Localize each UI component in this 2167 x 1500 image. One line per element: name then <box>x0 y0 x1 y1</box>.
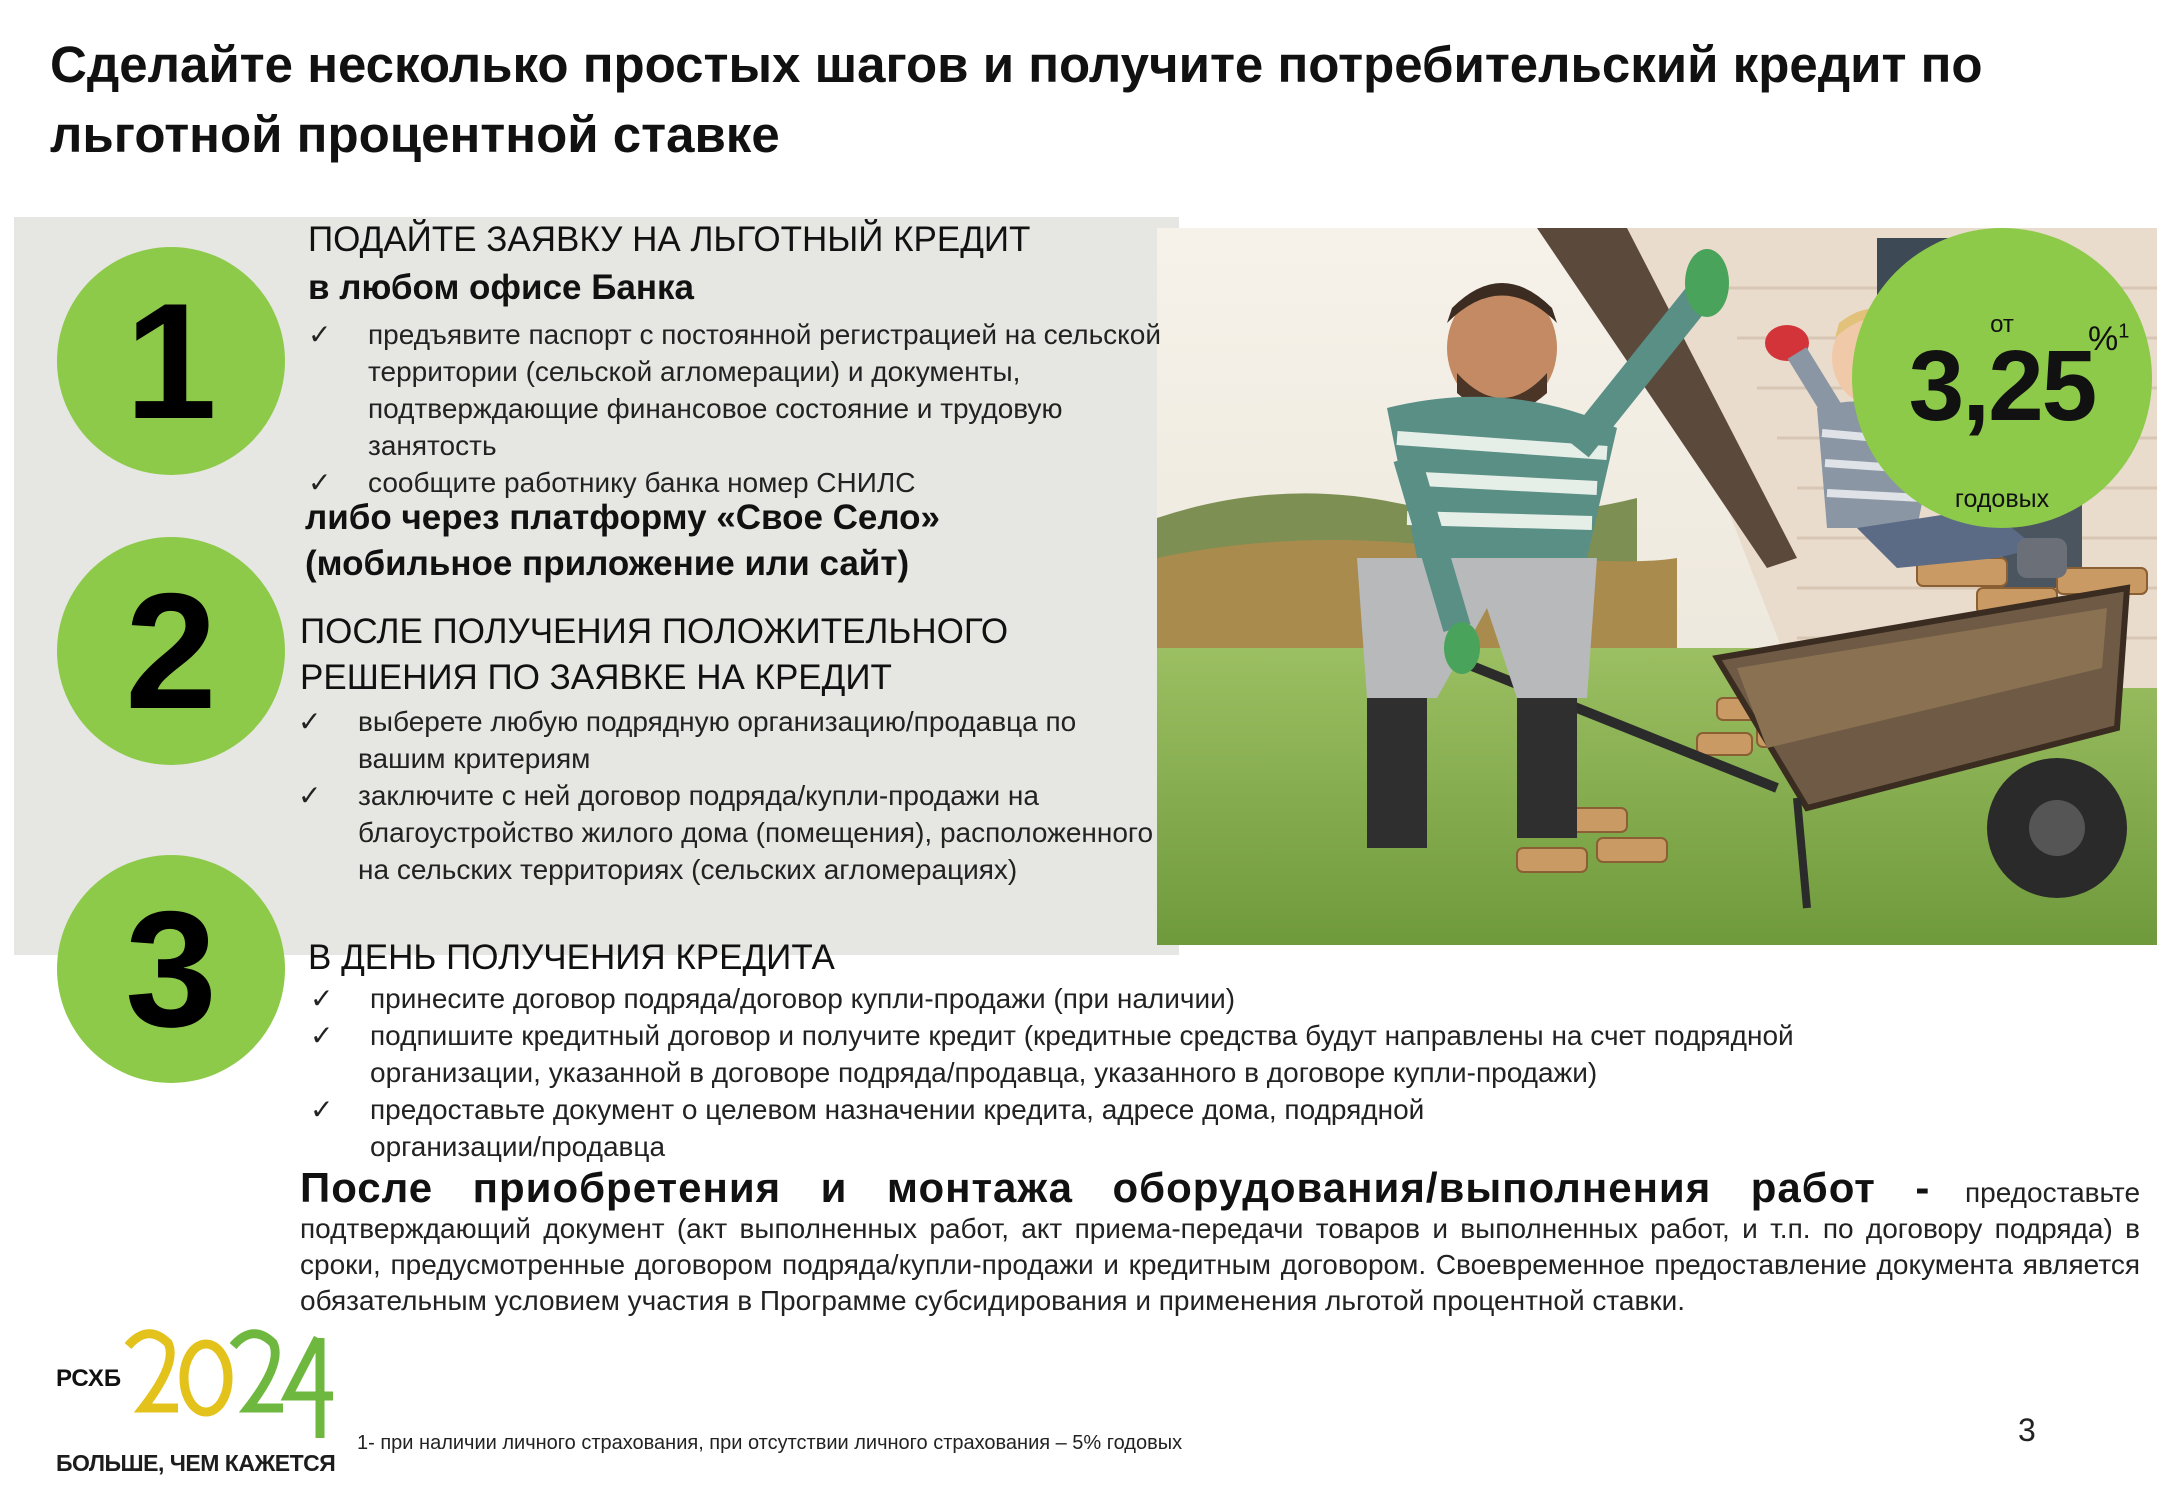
footnote: 1- при наличии личного страхования, при отсутствии личного страхования – 5% годовых <box>357 1432 1183 1454</box>
checkmark-icon: ✓ <box>298 780 322 811</box>
step-2-heading-line2: РЕШЕНИЯ ПО ЗАЯВКЕ НА КРЕДИТ <box>300 658 892 697</box>
rate-percent-sign: %$^1$ <box>2088 320 2130 358</box>
checkmark-icon: ✓ <box>310 1094 334 1125</box>
list-item: ✓ заключите с ней договор подряда/купли-продажи на благоустройство жилого дома (помещения), расположенного на сельских территориях (сельских агломерациях) <box>298 777 1168 888</box>
logo-brand: РСХБ <box>56 1365 122 1392</box>
after-purchase-text: предоставьте подтверждающий документ (акт выполненных работ, акт приема-передачи товаров и выполненных работ, и т.п. по договору подряда) в сроки, предусмотренные договором подряда/купли-продажи и кредитным договором. Своевременное предоставление документа является обязательным условием участия в Программе субсидирования и применения льготой процентной ставки. <box>300 1177 2141 1316</box>
step-2-number: 2 <box>57 537 285 765</box>
page-title: Сделайте несколько простых шагов и получите потребительский кредит по льготной процентной ставке <box>50 36 1983 163</box>
list-item: ✓ сообщите работнику банка номер СНИЛС <box>308 464 1168 501</box>
checkmark-icon: ✓ <box>310 1020 334 1051</box>
step-1-bullets <box>308 316 1168 501</box>
rshb-2024-logo <box>48 1318 338 1488</box>
rate-value: 3,25 <box>1908 330 2096 442</box>
checkmark-icon: ✓ <box>308 319 332 350</box>
list-item: ✓ предоставьте документ о целевом назначении кредита, адресе дома, подрядной организации/продавца <box>310 1091 1470 1165</box>
step-3-heading: В ДЕНЬ ПОЛУЧЕНИЯ КРЕДИТА <box>308 938 835 977</box>
step-1-heading: ПОДАЙТЕ ЗАЯВКУ НА ЛЬГОТНЫЙ КРЕДИТ <box>308 220 1031 259</box>
list-item: ✓ выберете любую подрядную организацию/продавца по вашим критериям <box>298 703 1168 777</box>
step-2-heading-line1: ПОСЛЕ ПОЛУЧЕНИЯ ПОЛОЖИТЕЛЬНОГО <box>300 612 1009 651</box>
checkmark-icon: ✓ <box>310 983 334 1014</box>
step-1-number: 1 <box>57 247 285 475</box>
logo-slogan: БОЛЬШЕ, ЧЕМ КАЖЕТСЯ <box>56 1450 336 1476</box>
step-3-number: 3 <box>57 855 285 1083</box>
list-item: ✓ предъявите паспорт с постоянной регистрацией на сельской территории (сельской агломерации) и документы, подтверждающие финансовое состояние и трудовую занятость <box>308 316 1168 464</box>
after-purchase-note <box>300 1164 2141 1319</box>
checkmark-icon: ✓ <box>308 467 332 498</box>
rate-prefix: от <box>1990 311 2014 338</box>
step-1-subheading: в любом офисе Банка <box>308 268 694 307</box>
step-1-alt-channel-note: (мобильное приложение или сайт) <box>305 544 910 583</box>
step-2-bullets <box>298 703 1168 888</box>
list-item: ✓ принесите договор подряда/договор купли-продажи (при наличии) <box>310 980 1910 1017</box>
page-number: 3 <box>2018 1412 2036 1448</box>
step-1-alt-channel: либо через платформу «Свое Село» <box>305 498 941 537</box>
list-item: ✓ подпишите кредитный договор и получите кредит (кредитные средства будут направлены на счет подрядной организации, указанной в договоре подряда/продавца, указанного в договоре купли-продажи) <box>310 1017 1910 1091</box>
rate-badge <box>1852 228 2152 528</box>
rate-suffix: годовых <box>1954 485 2050 513</box>
step-3-bullets <box>310 980 1910 1165</box>
after-purchase-lead: После приобретения и монтажа оборудования/выполнения работ - <box>300 1164 1931 1211</box>
checkmark-icon: ✓ <box>298 706 322 737</box>
